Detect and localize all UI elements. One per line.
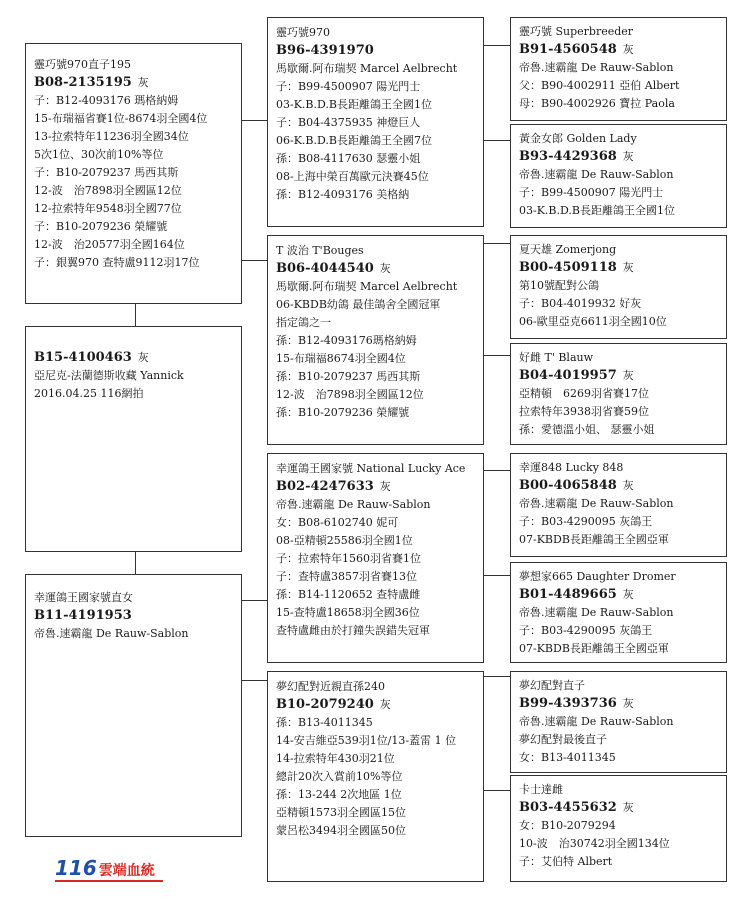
logo-underline <box>55 880 163 882</box>
pigeon-name: 夢幻配對直子 <box>519 679 585 692</box>
ring-number <box>519 477 718 495</box>
ring-number-text: B02-4247633 <box>276 479 374 494</box>
pedigree-note: 孫：B13-4011345 <box>276 716 373 729</box>
ring-number-text: B00-4509118 <box>519 260 617 275</box>
ring-number <box>276 478 475 496</box>
pedigree-note: 5次1位、30次前10%等位 <box>34 148 164 161</box>
pedigree-note: 指定鴿之一 <box>276 316 331 329</box>
ring-number <box>519 586 718 604</box>
logo-number: 116 <box>55 856 97 880</box>
pigeon-color: 灰 <box>622 261 634 274</box>
pedigree-note: 父：B90-4002911 亞伯 Albert <box>519 79 680 92</box>
pedigree-note: 帝魯.速霸龍 De Rauw-Sablon <box>519 168 674 181</box>
pedigree-note: 子：查特盧3857羽省賽13位 <box>276 570 417 583</box>
pedigree-box-subject <box>25 326 242 552</box>
pigeon-color: 灰 <box>622 801 634 814</box>
pedigree-box-dss <box>510 453 727 557</box>
ring-number <box>276 696 475 714</box>
pedigree-note: 孫：愛德溫小姐、 瑟靈小姐 <box>519 423 655 436</box>
ring-number <box>519 799 718 817</box>
pedigree-note: 子：艾伯特 Albert <box>519 855 613 868</box>
ring-number-text: B11-4191953 <box>34 608 132 623</box>
pigeon-name: 幸運848 Lucky 848 <box>519 461 624 474</box>
pigeon-name: 靈巧號970直子195 <box>34 58 131 71</box>
pedigree-note: 孫：B12-4093176 美格納 <box>276 188 410 201</box>
pedigree-note: 拉索特年3938羽省賽59位 <box>519 405 649 418</box>
pigeon-color: 灰 <box>622 43 634 56</box>
pedigree-note: 母：B90-4002926 寶拉 Paola <box>519 97 675 110</box>
ring-number-text: B01-4489665 <box>519 587 617 602</box>
pigeon-name: T 波治 T'Bouges <box>276 244 364 257</box>
pedigree-note: 子：B10-2079236 榮耀號 <box>34 220 168 233</box>
pedigree-note: 查特盧雌由於打鐘失誤錯失冠軍 <box>276 624 430 637</box>
pedigree-note: 子：銀翼970 查特盧9112羽17位 <box>34 256 200 269</box>
pedigree-note: 10-波 治30742羽全國134位 <box>519 837 670 850</box>
ring-number <box>34 607 233 625</box>
ring-number <box>519 367 718 385</box>
pedigree-note: 14-拉索特年430羽21位 <box>276 752 395 765</box>
ring-number <box>34 74 233 92</box>
connector-line <box>483 575 510 576</box>
pedigree-note: 亞精頓 6269羽省賽17位 <box>519 387 649 400</box>
ring-number-text: B06-4044540 <box>276 261 374 276</box>
pedigree-note: 12-波 治20577羽全國164位 <box>34 238 185 251</box>
connector-line <box>483 676 510 677</box>
pigeon-name: 靈巧號 Superbreeder <box>519 25 634 38</box>
brand-logo <box>55 856 155 880</box>
ring-number <box>519 148 718 166</box>
pedigree-note: 06-K.B.D.B長距離鴿王全國7位 <box>276 134 433 147</box>
pedigree-note: 馬歇爾.阿布瑞契 Marcel Aelbrecht <box>276 62 458 75</box>
pedigree-note: 孫：B14-1120652 查特盧雌 <box>276 588 421 601</box>
connector-line <box>483 140 510 141</box>
pigeon-color: 灰 <box>622 369 634 382</box>
pedigree-note: 子：B99-4500907 陽光門士 <box>519 186 664 199</box>
pedigree-note: 15-布瑞福省賽1位-8674羽全國4位 <box>34 112 208 125</box>
pigeon-color: 灰 <box>379 698 391 711</box>
connector-line <box>483 790 510 791</box>
ring-number-text: B96-4391970 <box>276 43 374 58</box>
pedigree-note: 03-K.B.D.B長距離鴿王全國1位 <box>276 98 433 111</box>
pedigree-note: 孫：B12-4093176瑪格納姆 <box>276 334 417 347</box>
pedigree-note: 孫：B10-2079236 榮耀號 <box>276 406 410 419</box>
ring-number <box>519 41 718 59</box>
pigeon-name: 靈巧號970 <box>276 26 330 39</box>
ring-number-text: B15-4100463 <box>34 350 132 365</box>
pigeon-color: 灰 <box>622 150 634 163</box>
connector-line <box>483 243 510 244</box>
pedigree-note: 孫：13-244 2次地區 1位 <box>276 788 402 801</box>
pedigree-note: 女：B13-4011345 <box>519 751 616 764</box>
ring-number-text: B00-4065848 <box>519 478 617 493</box>
pigeon-color: 灰 <box>622 588 634 601</box>
pedigree-note: 女：B10-2079294 <box>519 819 616 832</box>
pedigree-note: 08-上海中榮百萬歐元決賽45位 <box>276 170 429 183</box>
pigeon-color: 灰 <box>137 351 149 364</box>
connector-line <box>241 600 267 601</box>
ring-number-text: B91-4560548 <box>519 42 617 57</box>
pedigree-box-dam-dam <box>267 671 484 882</box>
pedigree-box-sire-sire <box>267 17 484 227</box>
pigeon-name: 卡士達雌 <box>519 783 563 796</box>
pedigree-note: 第10號配對公鴿 <box>519 279 599 292</box>
pedigree-note: 帝魯.速霸龍 De Rauw-Sablon <box>519 715 674 728</box>
pedigree-box-sire <box>25 43 242 304</box>
pedigree-note: 子：B10-2079237 馬西其斯 <box>34 166 179 179</box>
pigeon-name: 夢幻配對近親直孫240 <box>276 680 385 693</box>
pigeon-name: 幸運鴿王國家號直女 <box>34 591 133 604</box>
ring-number <box>276 42 475 60</box>
pedigree-note: 07-KBDB長距離鴿王全國亞軍 <box>519 642 669 655</box>
pedigree-note: 12-拉索特年9548羽全國77位 <box>34 202 182 215</box>
ring-number-text: B04-4019957 <box>519 368 617 383</box>
pedigree-box-dam <box>25 574 242 837</box>
pedigree-box-dam-sire <box>267 453 484 663</box>
pedigree-note: 孫：B10-2079237 馬西其斯 <box>276 370 421 383</box>
connector-line <box>241 120 267 121</box>
pedigree-note: 2016.04.25 116網拍 <box>34 387 144 400</box>
pedigree-note: 07-KBDB長距離鴿王全國亞軍 <box>519 533 669 546</box>
pedigree-note: 帝魯.速霸龍 De Rauw-Sablon <box>519 497 674 510</box>
pedigree-box-ddd <box>510 775 727 882</box>
ring-number-text: B08-2135195 <box>34 75 132 90</box>
pedigree-note: 亞尼克-法蘭德斯收藏 Yannick <box>34 369 184 382</box>
pigeon-color: 灰 <box>137 76 149 89</box>
pedigree-note: 帝魯.速霸龍 De Rauw-Sablon <box>519 61 674 74</box>
connector-line <box>483 355 510 356</box>
pedigree-note: 子：B03-4290095 灰鴿王 <box>519 515 653 528</box>
pigeon-color: 灰 <box>622 479 634 492</box>
pedigree-note: 帝魯.速霸龍 De Rauw-Sablon <box>519 606 674 619</box>
connector-line <box>241 680 267 681</box>
pedigree-note: 帝魯.速霸龍 De Rauw-Sablon <box>34 627 189 640</box>
pedigree-note: 14-安吉維亞539羽1位/13-蓋雷 1 位 <box>276 734 457 747</box>
pedigree-note: 12-波 治7898羽全國區12位 <box>276 388 424 401</box>
pedigree-note: 06-KBDB幼鴿 最佳鴿舍全國冠軍 <box>276 298 441 311</box>
pedigree-box-sdd <box>510 343 727 445</box>
pedigree-note: 子：B04-4375935 神燈巨人 <box>276 116 421 129</box>
pedigree-note: 夢幻配對最後直子 <box>519 733 607 746</box>
connector-line <box>483 470 510 471</box>
pedigree-note: 子：B04-4019932 好灰 <box>519 297 642 310</box>
connector-line <box>241 260 267 261</box>
ring-number-text: B03-4455632 <box>519 800 617 815</box>
pigeon-color: 灰 <box>379 480 391 493</box>
pedigree-note: 馬歇爾.阿布瑞契 Marcel Aelbrecht <box>276 280 458 293</box>
ring-number-text: B10-2079240 <box>276 697 374 712</box>
connector-line <box>135 551 136 575</box>
pigeon-name: 好雌 T' Blauw <box>519 351 594 364</box>
pedigree-box-dds <box>510 671 727 773</box>
pedigree-note: 孫：B08-4117630 瑟靈小姐 <box>276 152 421 165</box>
ring-number-text: B93-4429368 <box>519 149 617 164</box>
ring-number-text: B99-4393736 <box>519 696 617 711</box>
ring-number <box>519 695 718 713</box>
pigeon-name: 夢想家665 Daughter Dromer <box>519 570 676 583</box>
pigeon-name: 幸運鴿王國家號 National Lucky Ace <box>276 462 466 475</box>
pedigree-box-sss <box>510 17 727 121</box>
logo-text: 雲端血統 <box>98 863 155 879</box>
connector-line <box>483 45 510 46</box>
pedigree-note: 女：B08-6102740 妮可 <box>276 516 399 529</box>
pedigree-note: 帝魯.速霸龍 De Rauw-Sablon <box>276 498 431 511</box>
pedigree-box-ssd <box>510 124 727 228</box>
pedigree-box-sire-dam <box>267 235 484 445</box>
pedigree-note: 15-查特盧18658羽全國36位 <box>276 606 420 619</box>
pedigree-note: 13-拉索特年11236羽全國34位 <box>34 130 189 143</box>
pedigree-note: 子：拉索特年1560羽省賽1位 <box>276 552 421 565</box>
pedigree-note: 03-K.B.D.B長距離鴿王全國1位 <box>519 204 676 217</box>
pigeon-color: 灰 <box>379 262 391 275</box>
connector-line <box>135 303 136 327</box>
pedigree-note: 蒙呂松3494羽全國區50位 <box>276 824 406 837</box>
pedigree-note: 子：B03-4290095 灰鴿王 <box>519 624 653 637</box>
ring-number <box>276 260 475 278</box>
pigeon-name: 夏天雄 Zomerjong <box>519 243 617 256</box>
ring-number <box>519 259 718 277</box>
pedigree-note: 總計20次入賞前10%等位 <box>276 770 403 783</box>
ring-number <box>34 349 233 367</box>
pedigree-note: 08-亞精頓25586羽全國1位 <box>276 534 413 547</box>
pigeon-color: 灰 <box>622 697 634 710</box>
pedigree-box-sds <box>510 235 727 339</box>
pedigree-note: 子：B99-4500907 陽光門士 <box>276 80 421 93</box>
pedigree-note: 亞精頓1573羽全國區15位 <box>276 806 406 819</box>
pigeon-name: 黃金女郎 Golden Lady <box>519 132 637 145</box>
pedigree-note: 子：B12-4093176 瑪格納姆 <box>34 94 179 107</box>
pedigree-note: 12-波 治7898羽全國區12位 <box>34 184 182 197</box>
pedigree-note: 15-布瑞福8674羽全國4位 <box>276 352 406 365</box>
pedigree-box-dsd <box>510 562 727 663</box>
pedigree-note: 06-歐里亞克6611羽全國10位 <box>519 315 667 328</box>
